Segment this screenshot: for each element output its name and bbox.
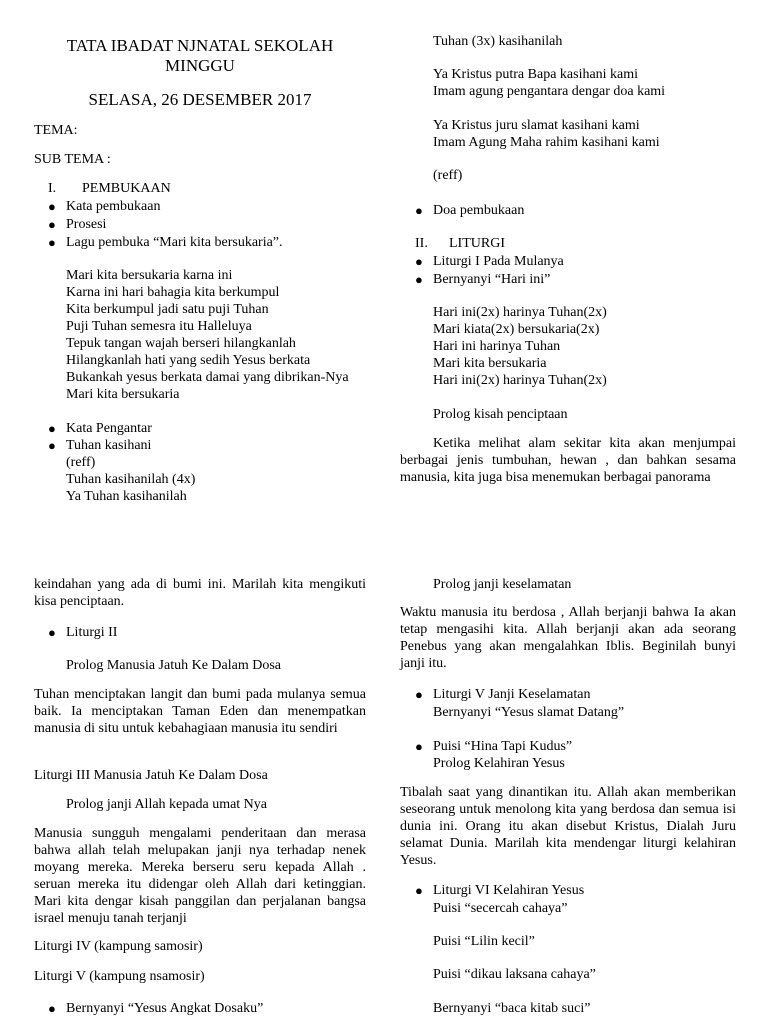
title-line-2: MINGGU (165, 56, 235, 75)
paragraph: keindahan yang ada di bumi ini. Marilah kita mengikuti kisa penciptaan. (34, 577, 366, 609)
kyrie-lines (66, 454, 195, 505)
list-item-label: Bernyanyi “Yesus Angkat Dosaku” (66, 1001, 264, 1016)
kyrie-verse-1 (433, 66, 665, 100)
bullet-icon: ● (48, 438, 56, 453)
paragraph: Waktu manusia itu berdosa , Allah berjanji bahwa Ia akan tetap mengasihi kita. Allah berjanji akan ada seorang Penebus yang akan mengalahkan Iblis. Beginilah bunyi janji itu. (400, 605, 736, 671)
lyric-line: Karna ini hari bahagia kita berkumpul (66, 285, 280, 300)
tema-label: TEMA: (34, 123, 78, 138)
list-item-label: Kata Pengantar (66, 421, 152, 436)
text-line: Bernyanyi “Yesus slamat Datang” (433, 705, 625, 720)
text-line: Puisi “secercah cahaya” (433, 901, 568, 916)
paragraph: Tuhan menciptakan langit dan bumi pada mulanya semua baik. Ia menciptakan Taman Eden dan menempatkan manusia di situ untuk kebahagiaan manusia itu sendiri (34, 687, 366, 736)
list-item-label: Puisi “Hina Tapi Kudus” (433, 739, 573, 754)
text-line: (reff) (433, 168, 463, 183)
paragraph: Tibalah saat yang dinantikan itu. Allah akan memberikan seseorang untuk menolong kita yang berdosa dan semua isi dunia ini. Orang itu akan disebut Kristus, Dialah Juru selamat Dunia. Marilah kita mendengar liturgi kelahiran Yesus. (400, 785, 736, 868)
list-item-label: Liturgi II (66, 625, 118, 640)
text-line: Imam agung pengantara dengar doa kami (433, 84, 666, 99)
bullet-icon: ● (48, 625, 56, 640)
section-number: I. (48, 181, 57, 196)
subtema-label: SUB TEMA : (34, 152, 111, 167)
lyric-line: Kita berkumpul jadi satu puji Tuhan (66, 302, 269, 317)
lyric-line: Mari kiata(2x) bersukaria(2x) (433, 322, 600, 337)
section-title: LITURGI (449, 236, 505, 251)
lyric-line: Hari ini(2x) harinya Tuhan(2x) (433, 305, 607, 320)
bullet-icon: ● (415, 254, 423, 269)
bullet-icon: ● (415, 687, 423, 702)
document-title (30, 36, 370, 76)
paragraph: Manusia sungguh mengalami penderitaan dan merasa bahwa allah telah melupakan janji nya terhadap nenek moyang mereka. Mereka berseru seru kepada Allah . seruan mereka itu didengar oleh Allah dari ketinggian. Mari kita dengar kisah panggilan dan perjalanan bangsa israel menuju tanah terjanji (34, 826, 366, 926)
lyric-line: Mari kita bersukaria (433, 356, 547, 371)
lyric-line: Mari kita bersukaria (66, 387, 180, 402)
paragraph: Ketika melihat alam sekitar kita akan menjumpai berbagai jenis tumbuhan, hewan , dan bahkan sesama manusia, kita juga bisa menemukan berbagai panorama (400, 436, 736, 485)
bullet-icon: ● (415, 739, 423, 754)
lyric-line: Tepuk tangan wajah berseri hilangkanlah (66, 336, 296, 351)
bullet-icon: ● (48, 217, 56, 232)
prolog-heading: Prolog janji keselamatan (433, 577, 572, 592)
list-item-label: Liturgi I Pada Mulanya (433, 254, 564, 269)
list-item-label: Lagu pembuka “Mari kita bersukaria”. (66, 235, 283, 250)
text-line: Ya Kristus putra Bapa kasihani kami (433, 67, 639, 82)
text-line: Imam Agung Maha rahim kasihani kami (433, 135, 660, 150)
lyric-line: Mari kita bersukaria karna ini (66, 268, 233, 283)
bullet-icon: ● (48, 421, 56, 436)
bullet-icon: ● (48, 235, 56, 250)
list-item-label: Liturgi V Janji Keselamatan (433, 687, 591, 702)
liturgy-heading: Liturgi IV (kampung samosir) (34, 939, 203, 954)
text-line: Bernyanyi “baca kitab suci” (433, 1001, 591, 1016)
kyrie-verse-2 (433, 117, 660, 151)
bullet-icon: ● (415, 272, 423, 287)
section-number: II. (415, 236, 428, 251)
section-heading-pembukaan (48, 180, 171, 197)
lyric-line: Bukankah yesus berkata damai yang dibrikan-Nya (66, 370, 349, 385)
text-line: Prolog Kelahiran Yesus (433, 756, 565, 771)
section-title: PEMBUKAAN (82, 181, 171, 196)
lyric-line: Hari ini harinya Tuhan (433, 339, 561, 354)
bullet-icon: ● (48, 1001, 56, 1016)
text-line: Puisi “dikau laksana cahaya” (433, 967, 596, 982)
text-line: Puisi “Lilin kecil” (433, 934, 535, 949)
document-date: SELASA, 26 DESEMBER 2017 (88, 90, 312, 109)
bullet-icon: ● (415, 883, 423, 898)
prolog-heading: Prolog Manusia Jatuh Ke Dalam Dosa (66, 658, 282, 673)
text-line: Ya Kristus juru slamat kasihani kami (433, 118, 640, 133)
list-item-label: Liturgi VI Kelahiran Yesus (433, 883, 585, 898)
title-line-1: TATA IBADAT NJNATAL SEKOLAH (66, 36, 334, 55)
list-item-label: Prosesi (66, 217, 107, 232)
song-lyrics-bersukaria (66, 267, 349, 403)
text-line: Tuhan (3x) kasihanilah (433, 34, 563, 49)
list-item-label: Bernyanyi “Hari ini” (433, 272, 551, 287)
list-item-label: Doa pembukaan (433, 203, 525, 218)
song-lyrics-hari-ini (433, 304, 607, 389)
text-line: Tuhan kasihanilah (4x) (66, 472, 196, 487)
section-heading-liturgi (415, 235, 505, 252)
lyric-line: Hari ini(2x) harinya Tuhan(2x) (433, 373, 607, 388)
liturgy-heading: Liturgi V (kampung nsamosir) (34, 969, 205, 984)
lyric-line: Puji Tuhan semesra itu Halleluya (66, 319, 252, 334)
bullet-icon: ● (415, 203, 423, 218)
prolog-heading: Prolog kisah penciptaan (433, 407, 568, 422)
liturgy-heading: Liturgi III Manusia Jatuh Ke Dalam Dosa (34, 768, 268, 783)
lyric-line: Hilangkanlah hati yang sedih Yesus berkata (66, 353, 311, 368)
prolog-heading: Prolog janji Allah kepada umat Nya (66, 797, 268, 812)
bullet-icon: ● (48, 199, 56, 214)
text-line: Ya Tuhan kasihanilah (66, 489, 187, 504)
list-item-label: Kata pembukaan (66, 199, 161, 214)
list-item-label: Tuhan kasihani (66, 438, 152, 453)
text-line: (reff) (66, 455, 96, 470)
